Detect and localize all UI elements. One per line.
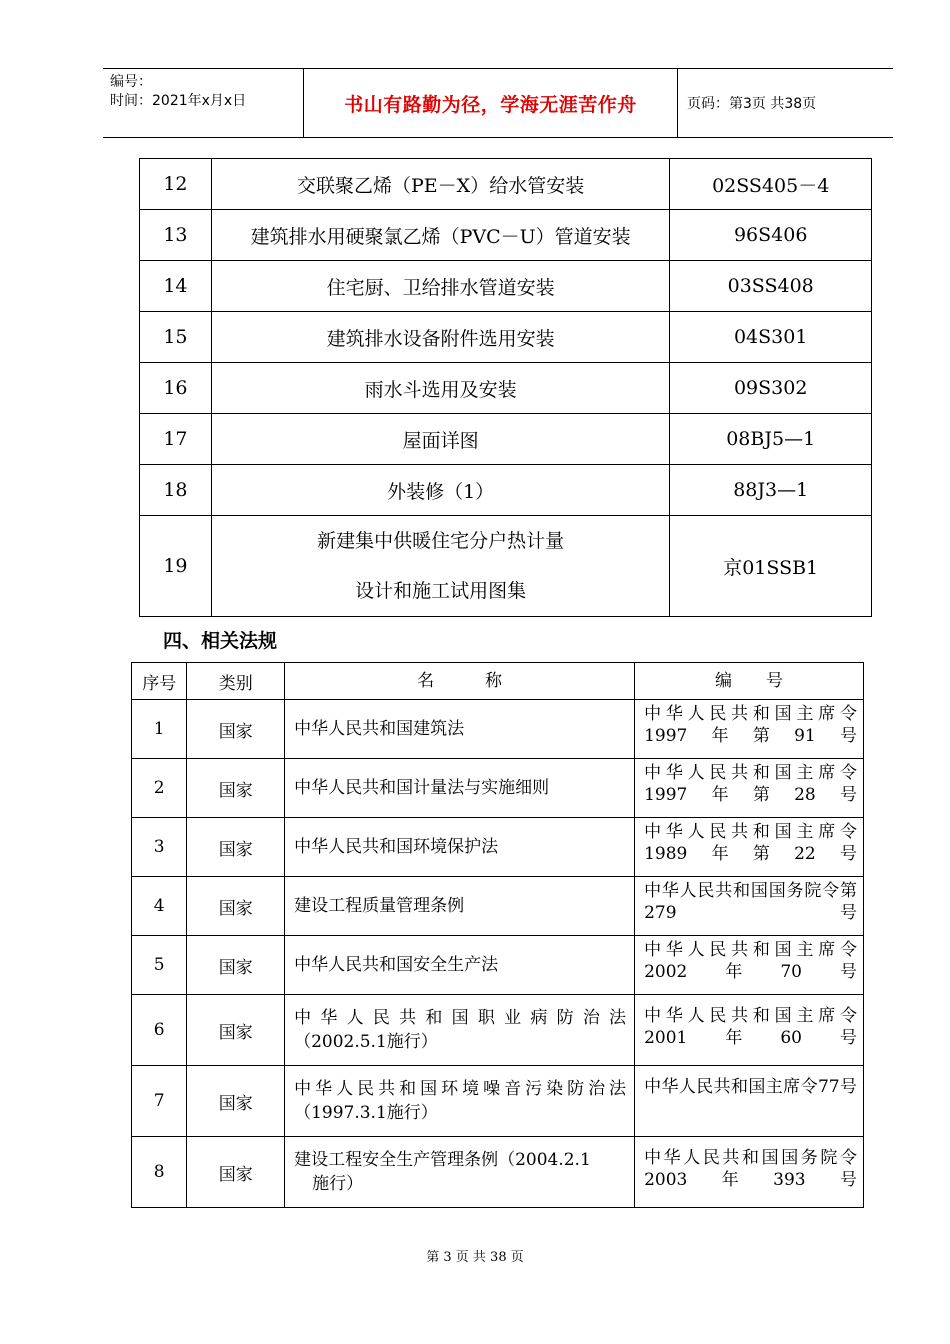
row-number: 5 — [132, 936, 187, 995]
header-code: 编 号 — [635, 663, 864, 700]
row-number: 18 — [140, 465, 212, 516]
regulation-name-line: 施行） — [312, 1174, 364, 1194]
row-type: 国家 — [187, 995, 285, 1066]
atlas-code: 88J3—1 — [670, 465, 872, 516]
table-row — [140, 363, 872, 414]
table-row — [132, 936, 864, 995]
regulation-name: 中华人民共和国建筑法 — [285, 700, 635, 759]
regulation-name — [285, 995, 635, 1066]
atlas-code: 03SS408 — [670, 261, 872, 312]
row-number: 19 — [140, 516, 212, 617]
regulation-name-line: （1997.3.1施行） — [294, 1103, 438, 1123]
header-type: 类别 — [187, 663, 285, 700]
regulation-code: 中华人民共和国主席令1997年第28号 — [635, 759, 864, 818]
row-number: 17 — [140, 414, 212, 465]
standards-table — [139, 158, 872, 617]
row-type: 国家 — [187, 936, 285, 995]
regulation-code: 中华人民共和国主席令1989年第22号 — [635, 818, 864, 877]
atlas-code: 04S301 — [670, 312, 872, 363]
atlas-code: 96S406 — [670, 210, 872, 261]
atlas-name-line: 新建集中供暖住宅分户热计量 — [317, 530, 565, 552]
header-no: 序号 — [132, 663, 187, 700]
regulations-table — [131, 662, 864, 1208]
regulation-code: 中华人民共和国主席令1997年第91号 — [635, 700, 864, 759]
regulation-name — [285, 1137, 635, 1208]
atlas-code: 02SS405－4 — [670, 159, 872, 210]
regulation-name-line: 中华人民共和国环境噪音污染防治法 — [294, 1079, 627, 1099]
regulation-code: 中华人民共和国主席令2001年60号 — [635, 995, 864, 1066]
row-type: 国家 — [187, 1137, 285, 1208]
row-number: 6 — [132, 995, 187, 1066]
table-row — [140, 312, 872, 363]
atlas-name: 屋面详图 — [211, 414, 670, 465]
regulation-code: 中华人民共和国国务院令第279号 — [635, 877, 864, 936]
table-row — [140, 210, 872, 261]
atlas-name: 住宅厨、卫给排水管道安装 — [211, 261, 670, 312]
row-number: 15 — [140, 312, 212, 363]
row-number: 2 — [132, 759, 187, 818]
row-number: 8 — [132, 1137, 187, 1208]
table-row — [132, 877, 864, 936]
row-type: 国家 — [187, 877, 285, 936]
row-number: 7 — [132, 1066, 187, 1137]
regulation-name: 中华人民共和国环境保护法 — [285, 818, 635, 877]
header-page-info: 页码：第3页 共38页 — [687, 96, 817, 112]
header-meta — [103, 69, 303, 137]
regulation-name: 中华人民共和国安全生产法 — [285, 936, 635, 995]
section-title: 四、相关法规 — [163, 630, 278, 652]
row-number: 12 — [140, 159, 212, 210]
table-row — [132, 995, 864, 1066]
table-row — [132, 759, 864, 818]
header-time: 时间：2021年x月x日 — [110, 93, 247, 109]
row-number: 3 — [132, 818, 187, 877]
header-motto: 书山有路勤为径，学海无涯苦作舟 — [344, 93, 637, 116]
header-name: 名 称 — [285, 663, 635, 700]
regulation-name: 中华人民共和国计量法与实施细则 — [285, 759, 635, 818]
atlas-name: 外装修（1） — [211, 465, 670, 516]
page-footer: 第 3 页 共 38 页 — [426, 1250, 524, 1265]
row-number: 1 — [132, 700, 187, 759]
row-type: 国家 — [187, 818, 285, 877]
atlas-name — [211, 516, 670, 617]
atlas-name: 雨水斗选用及安装 — [211, 363, 670, 414]
regulation-name-line: （2002.5.1施行） — [294, 1032, 438, 1052]
atlas-name-line: 设计和施工试用图集 — [355, 580, 527, 602]
regulation-name-line: 建设工程安全生产管理条例（2004.2.1 — [294, 1150, 591, 1170]
regulation-code: 中华人民共和国国务院令2003年393号 — [635, 1137, 864, 1208]
atlas-code: 京01SSB1 — [670, 516, 872, 617]
atlas-code: 08BJ5—1 — [670, 414, 872, 465]
header-number-label: 编号： — [110, 74, 152, 90]
atlas-name: 建筑排水用硬聚氯乙烯（PVC－U）管道安装 — [211, 210, 670, 261]
row-number: 4 — [132, 877, 187, 936]
table-row — [132, 818, 864, 877]
header-divider — [677, 69, 678, 137]
table-row — [140, 414, 872, 465]
row-type: 国家 — [187, 759, 285, 818]
atlas-name: 建筑排水设备附件选用安装 — [211, 312, 670, 363]
atlas-name: 交联聚乙烯（PE－X）给水管安装 — [211, 159, 670, 210]
table-row — [132, 700, 864, 759]
table-row — [140, 465, 872, 516]
regulation-name: 建设工程质量管理条例 — [285, 877, 635, 936]
regulation-name — [285, 1066, 635, 1137]
table-header-row — [132, 663, 864, 700]
table-row — [140, 159, 872, 210]
regulation-name-line: 中华人民共和国职业病防治法 — [294, 1008, 627, 1028]
row-type: 国家 — [187, 700, 285, 759]
table-row — [132, 1137, 864, 1208]
row-number: 13 — [140, 210, 212, 261]
table-row — [140, 516, 872, 617]
regulation-code: 中华人民共和国主席令77号 — [635, 1066, 864, 1137]
row-number: 14 — [140, 261, 212, 312]
row-number: 16 — [140, 363, 212, 414]
atlas-code: 09S302 — [670, 363, 872, 414]
table-row — [132, 1066, 864, 1137]
row-type: 国家 — [187, 1066, 285, 1137]
table-row — [140, 261, 872, 312]
regulation-code: 中华人民共和国主席令2002年70号 — [635, 936, 864, 995]
page-header — [103, 68, 893, 138]
